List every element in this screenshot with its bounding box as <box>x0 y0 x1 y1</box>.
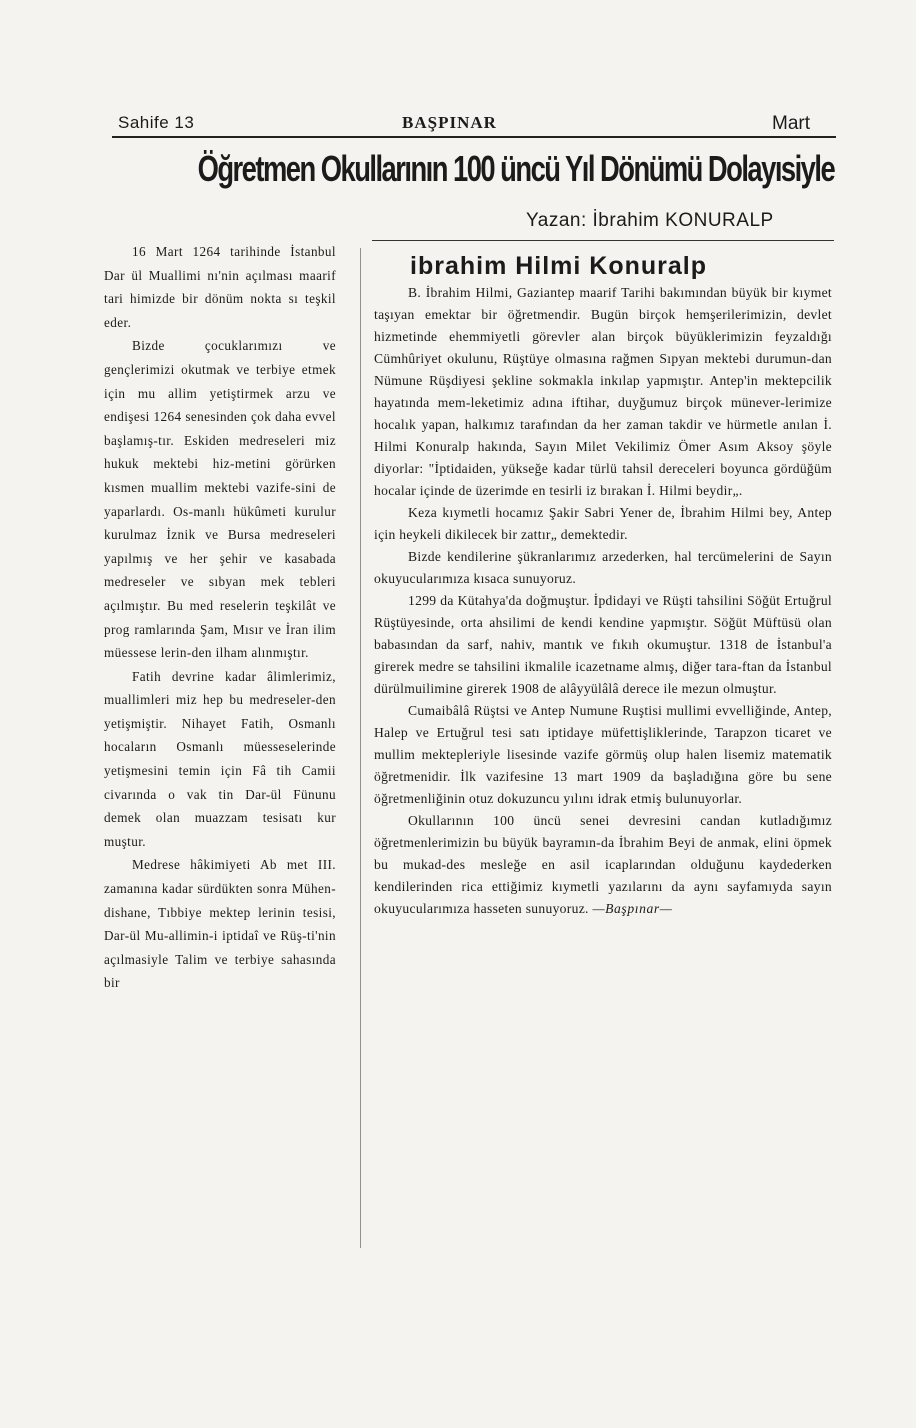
left-paragraph: 16 Mart 1264 tarihinde İstanbul Dar ül Muallimi nı'nin açılması maarif tari himizde bir dönüm nokta sı teşkil eder. <box>104 244 336 330</box>
left-column <box>104 240 336 995</box>
right-paragraph: Bizde kendilerine şükranlarımız arzederken, hal tercümelerini de Sayın okuyucularımıza kısaca sunuyoruz. <box>374 549 832 586</box>
byline-rule <box>372 240 834 241</box>
right-paragraph <box>374 810 832 920</box>
closing-text: Okullarının 100 üncü senei devresini candan kutladığımız öğretmenlerimizin bu büyük bayramın-da İbrahim Beyi de anmak, elini öpmek bu mukad-des mesleğe en asil icaplarından olduğunu kaydederken kendilerinden rica ettiğimiz kıymetli yazılarını da aynı sayfamıyda sayın okuyucularımıza hasseten sunuyoruz. <box>374 813 832 916</box>
right-paragraph: Cumaibâlâ Rüştsi ve Antep Numune Ruştisi mullimi evvelliğinde, Antep, Halep ve Ertuğrul tesi satı iptidaye müfettişliklerinde, Tarapzon ticaret ve mullim mektepleriyle lisesinde vazife görmüş olup halen lisemiz matematik öğretmenidir. İlk vazifesine 13 mart 1909 da başladığına göre bu sene öğretmenliğinin otuz dokuzuncu yılını idrak etmiş bulunuyorlar. <box>374 703 832 806</box>
header-rule <box>112 136 836 138</box>
signature: —Başpınar— <box>592 901 673 916</box>
article-title: Öğretmen Okullarının 100 üncü Yıl Dönümü Dolayısiyle <box>197 148 835 189</box>
left-paragraph: Medrese hâkimiyeti Ab met III. zamanına kadar sürdükten sonra Mühen-dishane, Tıbbiye mektep lerinin tesisi, Dar-ül Mu-allimin-i iptidaî ve Rüş-ti'nin açılmasiyle Talim ve terbiye sahasında bir <box>104 857 336 991</box>
section-subtitle: ibrahim Hilmi Konuralp <box>410 252 708 280</box>
right-paragraph: B. İbrahim Hilmi, Gaziantep maarif Tarihi bakımından büyük bir kıymet taşıyan emektar bir öğretmendir. Bugün birçok hemşerilerimizin, devlet hizmetinde ehemmiyetli görevler alan birçok büyüklerimizin feyzaldığı Cümhûriyet okulunu, Rüştüye olmasına rağmen Sıpyan mektebi durumun-dan Nümune Rüşdiyesi şekline sokmakla inkılap yapmıştır. Antep'in mektepcilik hayatında mem-leketimiz adına iftihar, duyğumuz birçok münever-lerimize hocalık yapan, halkımız tarafından da her zaman takdir ve hürmetle anılan İ. Hilmi Konuralp hakında, Sayın Milet Vekilimiz Ömer Asım Aksoy şöyle diyorlar: "İptidaiden, yükseğe kadar türlü tahsil dereceleri boyunca gördüğüm hocalar içinde de üzerimde en tesirli iz bırakan İ. Hilmi beydir„. <box>374 285 832 498</box>
column-divider <box>360 248 361 1248</box>
left-paragraph: Bizde çocuklarımızı ve gençlerimizi okutmak ve terbiye etmek için mu allim yetiştirmek arzu ve endişesi 1264 senesinden çok daha evvel başlamış-tır. Eskiden medreseleri miz hukuk mektebi hiz-metini görürken kısmen muallim mektebi vazife-sini de yaparlardı. Os-manlı hükûmeti kurulur kurulmaz İznik ve Bursa medreseleri yapılmış ve her şehir ve kasabada medreseler ve sıbyan mek tebleri açılmıştır. Bu med reselerin teşkilât ve prog ramlarında Şam, Mısır ve İran ilim müessese lerin-den ilham alınmıştır. <box>104 338 336 661</box>
right-column <box>374 282 832 920</box>
right-paragraph: Keza kıymetli hocamız Şakir Sabri Yener de, İbrahim Hilmi bey, Antep için heykeli dikilecek bir zattır„ demektedir. <box>374 505 832 542</box>
left-paragraph: Fatih devrine kadar âlimlerimiz, muallimleri miz hep bu medreseler-den yetişmiştir. Nihayet Fatih, Osmanlı hocaların Osmanlı müesseselerinde yetişmesini temin için Fâ tih Camii civarında o vak tin Dar-ül Fünunu demek olan muazzam tesisatı kur muştur. <box>104 668 336 849</box>
article-byline: Yazan: İbrahim KONURALP <box>526 210 774 231</box>
page-number-label: Sahife 13 <box>118 113 195 132</box>
publication-name: BAŞPINAR <box>402 113 497 132</box>
right-paragraph: 1299 da Kütahya'da doğmuştur. İpdidayi ve Rüşti tahsilini Söğüt Ertuğrul Rüştüyesinde, orta ahsilimi de kendi kendine yapmıştır. Söğüt Müftüsü olan babasından da sarf, nahiv, mantık ve fıkıh okumuştur. 1318 de İstanbul'a girerek medre se tahsilini ikmalile icazetname almış, diğer tara-ftan da İstanbul dürülmuilimine girerek 1908 de alâyyülâlâ derece ile mezun olmuştur. <box>374 593 832 696</box>
issue-month: Mart <box>772 113 810 134</box>
